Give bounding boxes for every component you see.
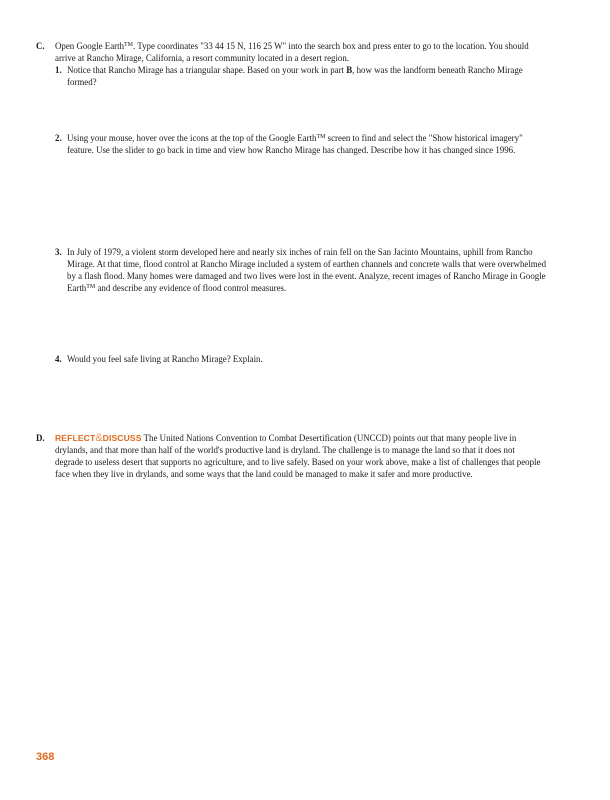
section-c-letter: C. xyxy=(36,41,45,51)
reflect-label: REFLECT xyxy=(55,433,96,443)
section-c-intro: Open Google Earth™. Type coordinates "33 44 15 N, 116 25 W" into the search box and press enter to go to the location. You should arrive at Rancho Mirage, California, a resort community located in a desert region. xyxy=(55,41,529,63)
question-4-text: Would you feel safe living at Rancho Mirage? Explain. xyxy=(67,354,263,364)
ampersand: & xyxy=(95,432,103,444)
question-2-number: 2. xyxy=(55,133,62,143)
question-1-text: Notice that Rancho Mirage has a triangular shape. Based on your work in part B, how was the landform beneath Rancho Mirage formed? xyxy=(67,65,523,87)
question-3-number: 3. xyxy=(55,247,62,257)
discuss-label: DISCUSS xyxy=(102,433,142,443)
question-3-text: In July of 1979, a violent storm developed here and nearly six inches of rain fell on the San Jacinto Mountains, uphill from Rancho Mirage. At that time, flood control at Rancho Mirage included a system of earthen channels and concrete walls that were overwhelmed by a flash flood. Many homes were damaged and two lives were lost in the event. Analyze, recent images of Rancho Mirage in Google Earth™ and describe any evidence of flood control measures. xyxy=(67,247,547,293)
question-4-number: 4. xyxy=(55,354,62,364)
section-d-text xyxy=(55,432,545,480)
section-d-body: The United Nations Convention to Combat Desertification (UNCCD) points out that many people live in drylands, and that more than half of the world's productive land is dryland. The challenge is to manage the land so that it does not degrade to useless desert that supports no agriculture, and to live safely. Based on your work above, make a list of challenges that people face when they live in drylands, and some ways that the land could be managed to make it safer and more productive. xyxy=(55,433,541,479)
question-2-text: Using your mouse, hover over the icons at the top of the Google Earth™ screen to find and select the "Show historical imagery" feature. Use the slider to go back in time and view how Rancho Mirage has changed. Describe how it has changed since 1996. xyxy=(67,133,523,155)
page-number: 368 xyxy=(36,751,55,763)
question-1-number: 1. xyxy=(55,65,62,75)
section-d-letter: D. xyxy=(36,433,45,443)
